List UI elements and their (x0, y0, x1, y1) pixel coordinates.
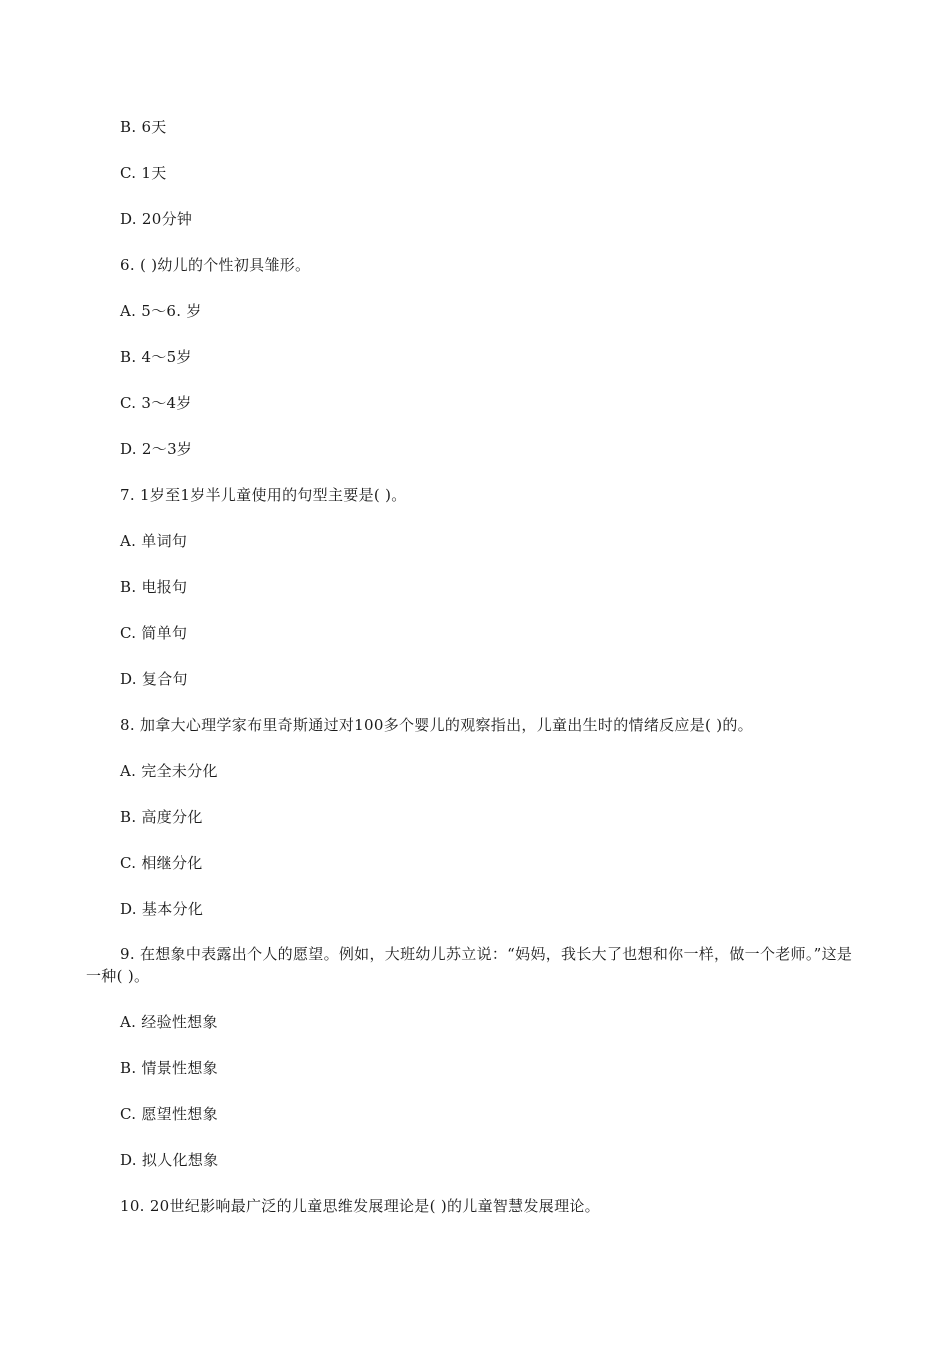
option-a-q7: A. 单词句 (120, 532, 188, 550)
option-d-q6: D. 2～3岁 (120, 440, 193, 458)
question-6: 6. ( )幼儿的个性初具雏形。 (120, 256, 311, 274)
option-d-q8: D. 基本分化 (120, 900, 204, 918)
option-d-q9: D. 拟人化想象 (120, 1151, 219, 1169)
option-c-q8: C. 相继分化 (120, 854, 203, 872)
option-c-q6: C. 3～4岁 (120, 394, 192, 412)
option-d-q7: D. 复合句 (120, 670, 188, 688)
option-c-q7: C. 简单句 (120, 624, 188, 642)
option-b-q6: B. 4～5岁 (120, 348, 192, 366)
option-a-q9: A. 经验性想象 (120, 1013, 218, 1031)
option-a-q8: A. 完全未分化 (120, 762, 218, 780)
option-a-q6: A. 5～6. 岁 (120, 302, 202, 320)
question-9: 9. 在想象中表露出个人的愿望。例如，大班幼儿苏立说：“妈妈，我长大了也想和你一样，做一个老师。”这是一种( )。 (86, 945, 853, 985)
option-b-q7: B. 电报句 (120, 578, 188, 596)
option-b-q9: B. 情景性想象 (120, 1059, 218, 1077)
question-10: 10. 20世纪影响最广泛的儿童思维发展理论是( )的儿童智慧发展理论。 (120, 1197, 600, 1215)
question-8: 8. 加拿大心理学家布里奇斯通过对100多个婴儿的观察指出，儿童出生时的情绪反应是( )的。 (120, 716, 753, 734)
option-d-q5: D. 20分钟 (120, 210, 193, 228)
option-b-q5: B. 6天 (120, 118, 167, 136)
option-b-q8: B. 高度分化 (120, 808, 203, 826)
option-c-q5: C. 1天 (120, 164, 167, 182)
option-c-q9: C. 愿望性想象 (120, 1105, 218, 1123)
question-7: 7. 1岁至1岁半儿童使用的句型主要是( )。 (120, 486, 407, 504)
